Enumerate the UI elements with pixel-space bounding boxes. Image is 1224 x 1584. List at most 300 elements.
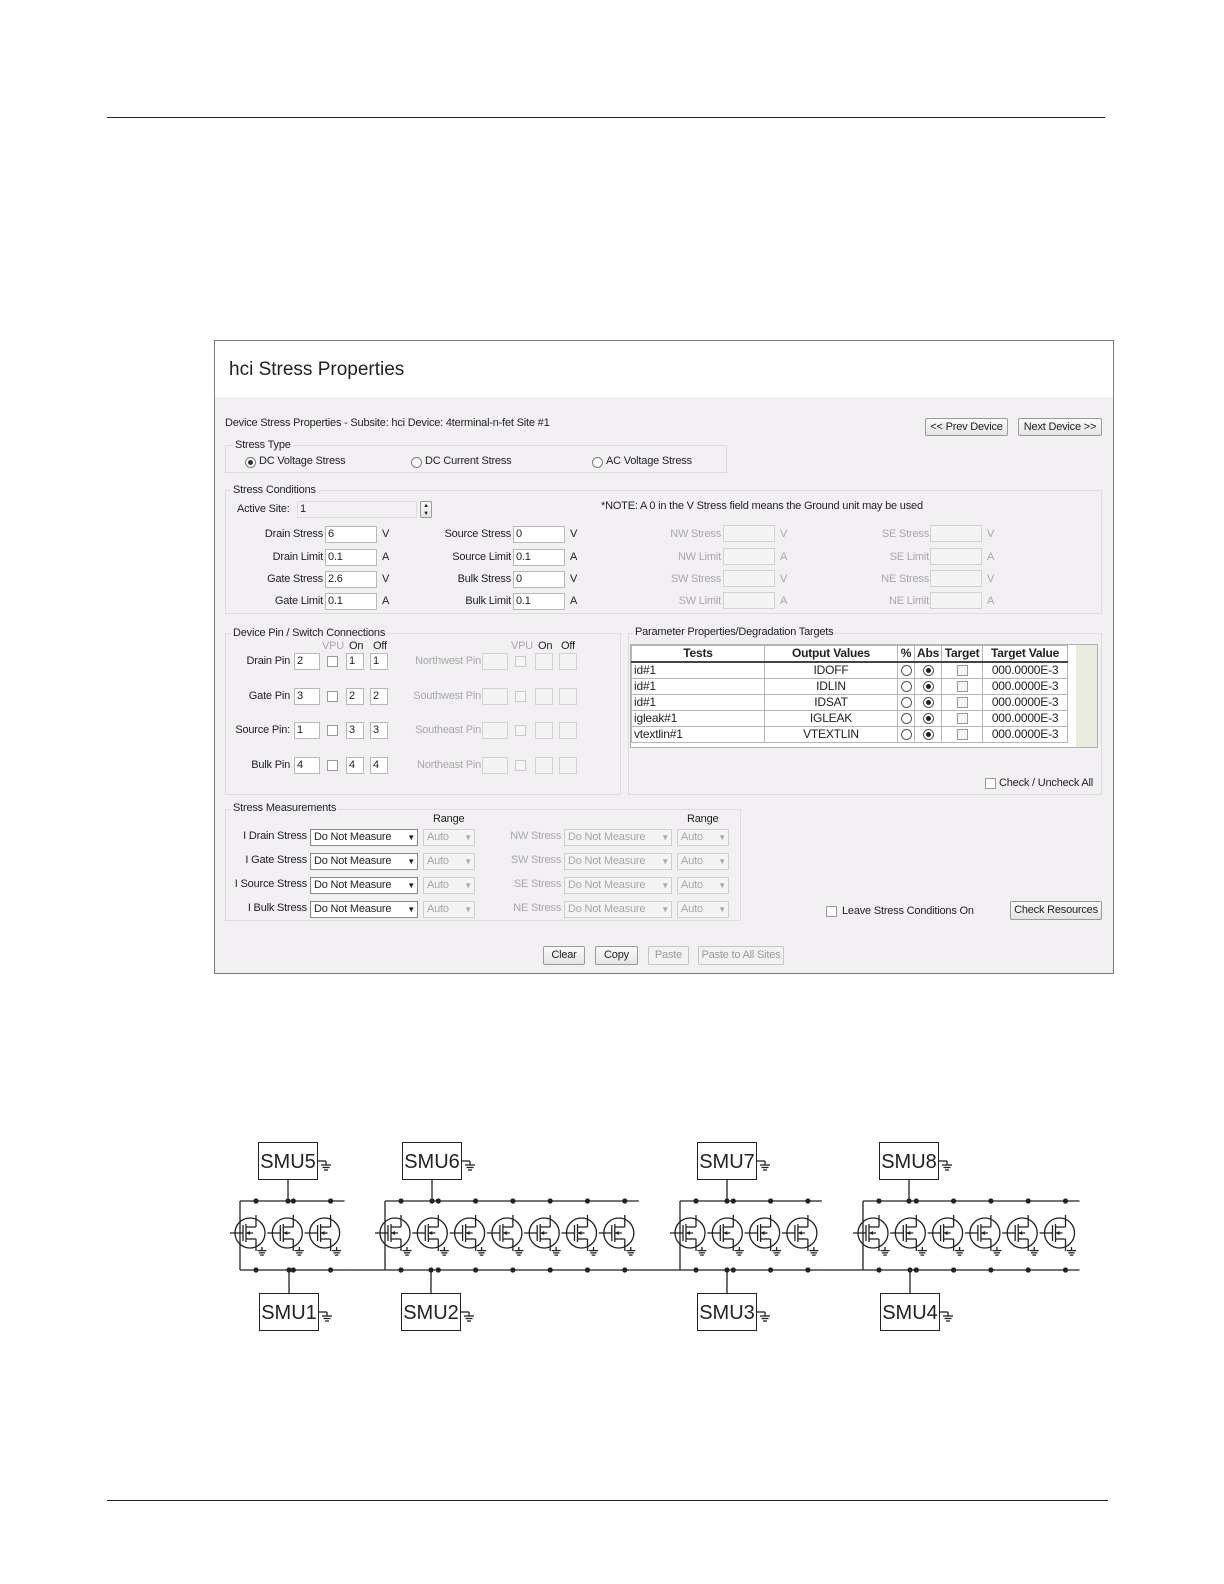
header-target: Target [942, 646, 983, 663]
arrow-mark [615, 1231, 619, 1235]
se-limit-unit: A [987, 551, 995, 563]
se-limit-label: SE Limit [889, 551, 929, 563]
northeast-on-input [535, 757, 553, 774]
junction-dot [951, 1198, 956, 1203]
source-pin-input[interactable]: 1 [294, 722, 320, 739]
target-checkbox-cell [942, 679, 983, 695]
arrow-mark [761, 1231, 765, 1235]
bulk-stress-unit: V [570, 573, 578, 585]
se-limit-input [930, 548, 982, 565]
abs-radio[interactable] [923, 697, 934, 708]
target-checkbox-cell [942, 695, 983, 711]
gate-stress-input[interactable]: 2.6 [325, 571, 377, 588]
transistor-symbol [492, 1218, 522, 1248]
check-all-checkbox[interactable] [985, 778, 996, 789]
abs-radio-cell [915, 727, 942, 743]
sw-stress-label: SW Stress [670, 573, 721, 585]
nw-limit-unit: A [780, 551, 788, 563]
percent-radio[interactable] [901, 713, 912, 724]
test-name-cell: id#1 [632, 695, 765, 711]
leave-stress-label: Leave Stress Conditions On [842, 905, 974, 917]
target-checkbox-cell [942, 662, 983, 679]
table-row[interactable] [632, 662, 1068, 679]
transistor-symbol [712, 1218, 742, 1248]
range-select-value: Auto [681, 831, 703, 843]
junction-dot [724, 1267, 729, 1272]
bulk-off-input[interactable]: 4 [370, 757, 388, 774]
dialog-title: hci Stress Properties [229, 359, 405, 380]
output-value-cell: IDOFF [765, 662, 898, 679]
dc-voltage-label: DC Voltage Stress [259, 455, 346, 467]
source-limit-unit: A [570, 551, 578, 563]
junction-dot [768, 1198, 773, 1203]
source-stress-input[interactable]: 0 [513, 526, 565, 543]
junction-dot [731, 1267, 736, 1272]
transistor-symbol [970, 1218, 1000, 1248]
junction-dot [693, 1198, 698, 1203]
chevron-down-icon: ▼ [718, 833, 726, 842]
source-on-input[interactable]: 3 [346, 722, 364, 739]
copy-button[interactable]: Copy [595, 946, 638, 965]
prev-device-button[interactable]: << Prev Device [925, 418, 1008, 436]
junction-dot [253, 1267, 258, 1272]
chevron-down-icon: ▼ [661, 833, 669, 842]
transistor-symbol [895, 1218, 925, 1248]
northeast-off-input [559, 757, 577, 774]
gate-on-input[interactable]: 2 [346, 688, 364, 705]
junction-dot [291, 1267, 296, 1272]
output-value-cell: IGLEAK [765, 711, 898, 727]
transistor-symbol [235, 1218, 265, 1248]
gate-stress-unit: V [382, 573, 390, 585]
junction-dot [876, 1198, 881, 1203]
percent-radio-cell [898, 679, 915, 695]
range-select-value: Auto [427, 903, 449, 915]
percent-radio[interactable] [901, 729, 912, 740]
junction-dot [510, 1198, 515, 1203]
southeast-on-input [535, 722, 553, 739]
arrow-mark [1056, 1231, 1060, 1235]
junction-dot [693, 1267, 698, 1272]
target-value-cell: 000.0000E-3 [983, 711, 1068, 727]
percent-radio-cell [898, 662, 915, 679]
arrow-mark [246, 1231, 250, 1235]
transistor-symbol [858, 1218, 888, 1248]
source-stress-label: Source Stress [444, 528, 511, 540]
chevron-down-icon: ▼ [464, 905, 472, 914]
transistor-symbol [567, 1218, 597, 1248]
chevron-down-icon: ▼ [407, 833, 415, 842]
range-select-value: Auto [427, 855, 449, 867]
output-value-cell: VTEXTLIN [765, 727, 898, 743]
drain-stress-unit: V [382, 528, 390, 540]
measure-select-left[interactable] [310, 877, 418, 894]
active-site-spinner[interactable]: ▲ ▼ [420, 501, 432, 518]
smu2-box: SMU2 [401, 1293, 461, 1331]
on-header-right: On [538, 640, 553, 652]
sw-stress-unit: V [780, 573, 788, 585]
junction-dot [548, 1267, 553, 1272]
ground-note: *NOTE: A 0 in the V Stress field means the Ground unit may be used [601, 500, 923, 512]
clear-button[interactable]: Clear [543, 946, 585, 965]
smu4-box: SMU4 [880, 1293, 940, 1331]
drain-stress-input[interactable]: 6 [325, 526, 377, 543]
arrow-mark [906, 1231, 910, 1235]
arrow-mark [869, 1231, 873, 1235]
transistor-symbol [750, 1218, 780, 1248]
output-value-cell: IDLIN [765, 679, 898, 695]
southwest-off-input [559, 688, 577, 705]
junction-dot [906, 1198, 911, 1203]
se-stress-label: SE Stress [881, 528, 929, 540]
measure-select-right [564, 901, 672, 918]
hci-stress-properties-dialog [214, 340, 1114, 974]
junction-dot [428, 1267, 433, 1272]
ne-stress-label: NE Stress [881, 573, 929, 585]
transistor-symbol [675, 1218, 705, 1248]
southwest-on-input [535, 688, 553, 705]
junction-dot [914, 1198, 919, 1203]
abs-radio[interactable] [923, 729, 934, 740]
measure-select-value: Do Not Measure [568, 879, 646, 891]
test-name-cell: id#1 [632, 679, 765, 695]
target-checkbox[interactable] [957, 697, 968, 708]
transistor-symbol [1045, 1218, 1075, 1248]
source-pin-label: Source Pin: [235, 724, 290, 736]
junction-dot [907, 1267, 912, 1272]
percent-radio[interactable] [901, 697, 912, 708]
smu3-box: SMU3 [697, 1293, 757, 1331]
arrow-mark [1018, 1231, 1022, 1235]
junction-dot [429, 1198, 434, 1203]
test-name-cell: id#1 [632, 662, 765, 679]
measure-select-value: Do Not Measure [314, 831, 392, 843]
abs-radio-cell [915, 662, 942, 679]
sw-limit-unit: A [780, 595, 788, 607]
device-info: Device Stress Properties - Subsite: hci Device: 4terminal-n-fet Site #1 [225, 417, 550, 429]
drain-pin-label: Drain Pin [246, 655, 290, 667]
table-row[interactable] [632, 711, 1068, 727]
active-site-input[interactable]: 1 [297, 501, 417, 518]
range-select-value: Auto [427, 879, 449, 891]
ac-voltage-radio[interactable] [592, 457, 603, 468]
junction-dot [1063, 1198, 1068, 1203]
transistor-symbol [455, 1218, 485, 1248]
junction-dot [548, 1198, 553, 1203]
gate-pin-input[interactable]: 3 [294, 688, 320, 705]
check-all-label: Check / Uncheck All [999, 777, 1094, 789]
smu8-box: SMU8 [879, 1142, 939, 1180]
dc-current-radio[interactable] [411, 457, 422, 468]
ne-stress-input [930, 570, 982, 587]
southwest-pin-label: Southwest Pin [413, 690, 481, 702]
southeast-vpu-checkbox [515, 725, 526, 736]
northeast-pin-label: Northeast Pin [416, 759, 481, 771]
junction-dot [622, 1198, 627, 1203]
bulk-on-input[interactable]: 4 [346, 757, 364, 774]
percent-radio-cell [898, 727, 915, 743]
measure-select-value: Do Not Measure [314, 879, 392, 891]
chevron-down-icon: ▼ [661, 881, 669, 890]
range-select-left [423, 853, 475, 870]
chevron-down-icon: ▼ [464, 857, 472, 866]
junction-dot [291, 1198, 296, 1203]
sw-limit-label: SW Limit [678, 595, 721, 607]
se-stress-unit: V [987, 528, 995, 540]
junction-dot [988, 1198, 993, 1203]
junction-dot [510, 1267, 515, 1272]
junction-dot [951, 1267, 956, 1272]
header-output-values: Output Values [765, 646, 898, 663]
drain-stress-label: Drain Stress [264, 528, 323, 540]
abs-radio[interactable] [923, 713, 934, 724]
range-select-left [423, 829, 475, 846]
ne-stress-unit: V [987, 573, 995, 585]
se-stress-input [930, 525, 982, 542]
nw-stress-input [723, 525, 775, 542]
target-value-cell: 000.0000E-3 [983, 679, 1068, 695]
bulk-pin-input[interactable]: 4 [294, 757, 320, 774]
measure-label-right: SE Stress [513, 878, 561, 890]
arrow-mark [503, 1231, 507, 1235]
off-header-left: Off [373, 640, 387, 652]
gate-limit-unit: A [382, 595, 390, 607]
transistor-symbol [1007, 1218, 1037, 1248]
bulk-limit-input[interactable]: 0.1 [513, 593, 565, 610]
header-target-value: Target Value [983, 646, 1068, 663]
junction-dot [876, 1267, 881, 1272]
measure-select-right [564, 829, 672, 846]
range-header-right: Range [687, 813, 719, 825]
next-device-button[interactable]: Next Device >> [1018, 418, 1102, 436]
test-name-cell: vtextlin#1 [632, 727, 765, 743]
parameter-rows [632, 662, 1068, 743]
measure-select-value: Do Not Measure [314, 903, 392, 915]
northeast-vpu-checkbox [515, 760, 526, 771]
drain-limit-unit: A [382, 551, 390, 563]
stress-type-label: Stress Type [235, 439, 291, 451]
drain-limit-input[interactable]: 0.1 [325, 549, 377, 566]
top-rule [107, 117, 1105, 118]
arrow-mark [798, 1231, 802, 1235]
grid-scroll-strip[interactable] [1076, 645, 1097, 747]
smu5-box: SMU5 [258, 1142, 318, 1180]
smu7-box: SMU7 [697, 1142, 757, 1180]
measure-select-value: Do Not Measure [568, 903, 646, 915]
southwest-vpu-checkbox [515, 691, 526, 702]
junction-dot [1063, 1267, 1068, 1272]
abs-radio-cell [915, 679, 942, 695]
range-select-value: Auto [681, 903, 703, 915]
sw-stress-input [723, 570, 775, 587]
junction-dot [328, 1198, 333, 1203]
target-checkbox[interactable] [957, 681, 968, 692]
range-select-right [677, 829, 729, 846]
measure-select-right [564, 877, 672, 894]
junction-dot [585, 1267, 590, 1272]
southeast-pin-input [482, 722, 508, 739]
source-limit-label: Source Limit [452, 551, 511, 563]
northwest-pin-label: Northwest Pin [415, 655, 481, 667]
measure-select-value: Do Not Measure [568, 855, 646, 867]
arrow-mark [723, 1231, 727, 1235]
parameter-grid [630, 644, 1098, 748]
junction-dot [805, 1198, 810, 1203]
chevron-down-icon: ▼ [661, 905, 669, 914]
range-select-left [423, 877, 475, 894]
off-header-right: Off [561, 640, 575, 652]
ne-limit-unit: A [987, 595, 995, 607]
bulk-stress-input[interactable]: 0 [513, 571, 565, 588]
table-row[interactable] [632, 727, 1068, 743]
leave-stress-checkbox[interactable] [826, 906, 837, 917]
target-checkbox[interactable] [957, 729, 968, 740]
table-row[interactable] [632, 679, 1068, 695]
source-stress-unit: V [570, 528, 578, 540]
junction-dot [436, 1267, 441, 1272]
bulk-vpu-checkbox[interactable] [327, 760, 338, 771]
transistor-symbol [933, 1218, 963, 1248]
junction-dot [398, 1267, 403, 1272]
vpu-header-left: VPU [322, 640, 345, 652]
header-tests: Tests [632, 646, 765, 663]
junction-dot [398, 1198, 403, 1203]
sw-limit-input [723, 592, 775, 609]
smu6-box: SMU6 [402, 1142, 462, 1180]
range-select-right [677, 901, 729, 918]
drain-vpu-checkbox[interactable] [327, 656, 338, 667]
measure-label-right: SW Stress [510, 854, 561, 866]
gate-vpu-checkbox[interactable] [327, 691, 338, 702]
arrow-mark [540, 1231, 544, 1235]
transistor-symbol [529, 1218, 559, 1248]
bulk-limit-unit: A [570, 595, 578, 607]
junction-dot [622, 1267, 627, 1272]
junction-dot [328, 1267, 333, 1272]
junction-dot [585, 1198, 590, 1203]
active-site-label: Active Site: [237, 503, 290, 515]
measure-label-right: NW Stress [510, 830, 561, 842]
abs-radio-cell [915, 695, 942, 711]
junction-dot [805, 1267, 810, 1272]
source-vpu-checkbox[interactable] [327, 725, 338, 736]
ac-voltage-label: AC Voltage Stress [606, 455, 692, 467]
measure-select-left[interactable] [310, 853, 418, 870]
range-select-value: Auto [427, 831, 449, 843]
measure-label-left: I Source Stress [234, 878, 307, 890]
percent-radio[interactable] [901, 681, 912, 692]
nw-stress-unit: V [780, 528, 788, 540]
junction-dot [436, 1198, 441, 1203]
chevron-down-icon: ▼ [718, 857, 726, 866]
northwest-pin-input [482, 653, 508, 670]
measure-label-left: I Drain Stress [243, 830, 307, 842]
pin-connections-label: Device Pin / Switch Connections [233, 627, 386, 639]
junction-dot [988, 1267, 993, 1272]
target-checkbox[interactable] [957, 713, 968, 724]
paste-button[interactable]: Paste [648, 946, 689, 965]
measure-select-value: Do Not Measure [568, 831, 646, 843]
gate-off-input[interactable]: 2 [370, 688, 388, 705]
junction-dot [473, 1267, 478, 1272]
drain-limit-label: Drain Limit [272, 551, 323, 563]
nw-stress-label: NW Stress [670, 528, 721, 540]
dc-current-label: DC Current Stress [425, 455, 512, 467]
northwest-vpu-checkbox [515, 656, 526, 667]
check-resources-button[interactable]: Check Resources [1010, 901, 1102, 920]
arrow-mark [391, 1231, 395, 1235]
measure-label-right: NE Stress [513, 902, 561, 914]
stress-conditions-label: Stress Conditions [233, 484, 316, 496]
chevron-down-icon: ▼ [407, 905, 415, 914]
range-select-left [423, 901, 475, 918]
vpu-header-right: VPU [511, 640, 534, 652]
table-row[interactable] [632, 695, 1068, 711]
chevron-down-icon: ▼ [464, 833, 472, 842]
dc-voltage-radio[interactable] [245, 457, 256, 468]
arrow-mark [283, 1231, 287, 1235]
bulk-limit-label: Bulk Limit [465, 595, 511, 607]
stress-measurements-label: Stress Measurements [233, 802, 337, 814]
gate-limit-input[interactable]: 0.1 [325, 593, 377, 610]
transistor-symbol [380, 1218, 410, 1248]
source-limit-input[interactable]: 0.1 [513, 549, 565, 566]
test-name-cell: igleak#1 [632, 711, 765, 727]
range-select-right [677, 877, 729, 894]
chevron-down-icon: ▼ [464, 881, 472, 890]
header-percent: % [898, 646, 915, 663]
arrow-mark [466, 1231, 470, 1235]
junction-dot [724, 1198, 729, 1203]
target-checkbox-cell [942, 727, 983, 743]
target-checkbox-cell [942, 711, 983, 727]
northeast-pin-input [482, 757, 508, 774]
abs-radio[interactable] [923, 665, 934, 676]
on-header-left: On [349, 640, 364, 652]
measure-label-left: I Bulk Stress [247, 902, 307, 914]
measure-select-value: Do Not Measure [314, 855, 392, 867]
measure-select-left[interactable] [310, 829, 418, 846]
percent-radio-cell [898, 711, 915, 727]
target-value-cell: 000.0000E-3 [983, 662, 1068, 679]
target-checkbox[interactable] [957, 665, 968, 676]
percent-radio[interactable] [901, 665, 912, 676]
transistor-symbol [272, 1218, 302, 1248]
drain-on-input[interactable]: 1 [346, 653, 364, 670]
paste-to-all-sites-button[interactable]: Paste to All Sites [698, 946, 784, 965]
abs-radio[interactable] [923, 681, 934, 692]
measure-label-left: I Gate Stress [245, 854, 307, 866]
arrow-mark [686, 1231, 690, 1235]
range-select-value: Auto [681, 855, 703, 867]
arrow-mark [944, 1231, 948, 1235]
ne-limit-input [930, 592, 982, 609]
source-off-input[interactable]: 3 [370, 722, 388, 739]
ne-limit-label: NE Limit [889, 595, 929, 607]
junction-dot [914, 1267, 919, 1272]
smu1-box: SMU1 [259, 1293, 319, 1331]
arrow-mark [578, 1231, 582, 1235]
junction-dot [768, 1267, 773, 1272]
measure-select-left[interactable] [310, 901, 418, 918]
drain-off-input[interactable]: 1 [370, 653, 388, 670]
drain-pin-input[interactable]: 2 [294, 653, 320, 670]
chevron-down-icon: ▼ [661, 857, 669, 866]
target-value-cell: 000.0000E-3 [983, 727, 1068, 743]
range-header-left: Range [433, 813, 465, 825]
junction-dot [285, 1198, 290, 1203]
header-abs: Abs [915, 646, 942, 663]
